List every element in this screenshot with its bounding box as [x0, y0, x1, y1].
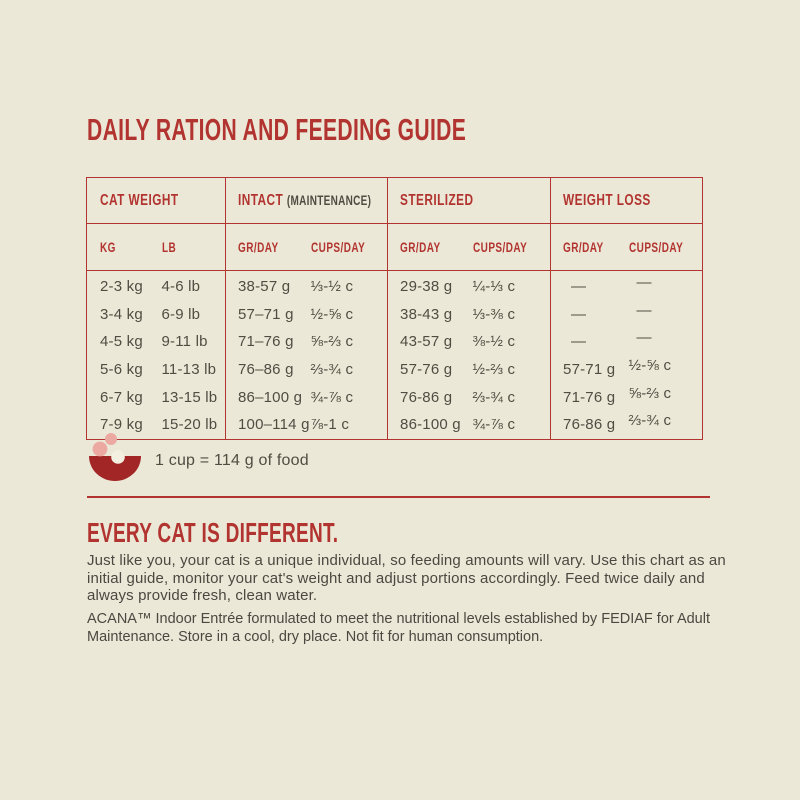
cell-sterilized-gr: 57-76 g [388, 356, 472, 384]
cell-intact-gr: 76–86 g [226, 356, 310, 384]
subheader-sterilized-cups: CUPS/DAY [472, 224, 551, 271]
cell-intact-cups: ⅔-¾ c [310, 361, 354, 379]
cell-kg: 2-3 kg [100, 278, 143, 296]
subheader-sterilized-gr: GR/DAY [388, 224, 472, 271]
cell-kg: 3-4 kg [100, 305, 143, 323]
cell-intact-gr: 100–114 g [226, 411, 310, 439]
cell-sterilized-cups: ¼-⅓ c [472, 278, 516, 296]
cell-intact-cups: ⅓-½ c [310, 278, 354, 296]
cell-lb: 13-15 lb [161, 388, 218, 406]
column-header-intact: INTACT (MAINTENANCE) [226, 178, 388, 224]
subheader-intact-gr: GR/DAY [226, 224, 310, 271]
subheader-lb: LB [161, 224, 226, 271]
cell-sterilized-gr: 29-38 g [388, 271, 472, 301]
cell-lb: 6-9 lb [161, 305, 201, 323]
cell-loss-gr: — [551, 328, 628, 356]
cell-sterilized-cups: ⅓-⅜ c [472, 305, 516, 323]
cell-loss-cups: — [636, 301, 652, 319]
cell-kg: 5-6 kg [100, 361, 143, 379]
subheader-kg: KG [87, 224, 161, 271]
cup-equivalence-text: 1 cup = 114 g of food [155, 452, 309, 469]
cell-kg: 4-5 kg [100, 333, 143, 351]
table-row [87, 383, 703, 411]
cell-sterilized-gr: 43-57 g [388, 328, 472, 356]
cell-loss-gr: 71-76 g [551, 383, 628, 411]
cell-lb: 11-13 lb [161, 361, 217, 379]
cell-sterilized-cups: ⅔-¾ c [472, 388, 516, 406]
column-header-weight-loss: WEIGHT LOSS [551, 178, 703, 224]
cell-loss-cups: — [636, 274, 652, 292]
feeding-guide-table [86, 177, 703, 440]
section-heading-text: EVERY CAT IS DIFFERENT. [87, 517, 339, 548]
cell-loss-cups: ½-⅝ c [628, 357, 672, 375]
cell-kg: 7-9 kg [100, 416, 143, 434]
table-row [87, 411, 703, 439]
cell-loss-gr: 57-71 g [551, 356, 628, 384]
cell-intact-cups: ⅞-1 c [310, 416, 350, 434]
cell-sterilized-cups: ½-⅔ c [472, 361, 516, 379]
cell-loss-cups: ⅔-¾ c [628, 412, 672, 430]
table-row [87, 356, 703, 384]
cell-loss-gr: — [551, 271, 628, 301]
cell-intact-gr: 71–76 g [226, 328, 310, 356]
cell-intact-cups: ½-⅝ c [310, 305, 354, 323]
feeding-advice-paragraph: Just like you, your cat is a unique individual, so feeding amounts will vary. Use this chart as an initial guide, monitor your cat's weight and adjust portions accordingly. Feed twice daily and always provide fresh, clean water. [87, 552, 726, 604]
section-heading [87, 517, 457, 549]
section-divider [87, 496, 710, 498]
subheader-loss-cups: CUPS/DAY [628, 224, 703, 271]
cell-loss-cups: ⅝-⅔ c [628, 384, 672, 402]
cell-sterilized-gr: 76-86 g [388, 383, 472, 411]
cell-sterilized-cups: ⅜-½ c [472, 333, 516, 351]
cell-intact-gr: 57–71 g [226, 301, 310, 329]
subheader-intact-cups: CUPS/DAY [310, 224, 388, 271]
cell-lb: 15-20 lb [161, 416, 218, 434]
disclaimer-paragraph: ACANA™ Indoor Entrée formulated to meet the nutritional levels established by FEDIAF for Adult Maintenance. Store in a cool, dry place. Not fit for human consumption. [87, 611, 710, 645]
cell-intact-cups: ⅝-⅔ c [310, 333, 354, 351]
cell-loss-gr: 76-86 g [551, 411, 628, 439]
table-row [87, 271, 703, 301]
table-subheader-row [87, 224, 703, 271]
page-title-text: DAILY RATION AND FEEDING GUIDE [87, 112, 467, 147]
cell-intact-gr: 38-57 g [226, 271, 310, 301]
table-group-header-row [87, 178, 703, 224]
table-row [87, 301, 703, 329]
page-title [87, 112, 645, 148]
cell-lb: 4-6 lb [161, 278, 201, 296]
column-header-cat-weight: CAT WEIGHT [87, 178, 226, 224]
subheader-loss-gr: GR/DAY [551, 224, 628, 271]
cell-loss-cups: — [636, 329, 652, 347]
column-header-intact-suffix: (MAINTENANCE) [286, 192, 372, 208]
table-row [87, 328, 703, 356]
column-header-sterilized: STERILIZED [388, 178, 551, 224]
cell-sterilized-gr: 38-43 g [388, 301, 472, 329]
cell-sterilized-gr: 86-100 g [388, 411, 472, 439]
cell-sterilized-cups: ¾-⅞ c [472, 416, 516, 434]
cell-intact-cups: ¾-⅞ c [310, 388, 354, 406]
food-bowl-with-kibble-icon [86, 430, 146, 485]
cell-kg: 6-7 kg [100, 388, 143, 406]
cell-lb: 9-11 lb [161, 333, 208, 351]
cell-loss-gr: — [551, 301, 628, 329]
cell-intact-gr: 86–100 g [226, 383, 310, 411]
